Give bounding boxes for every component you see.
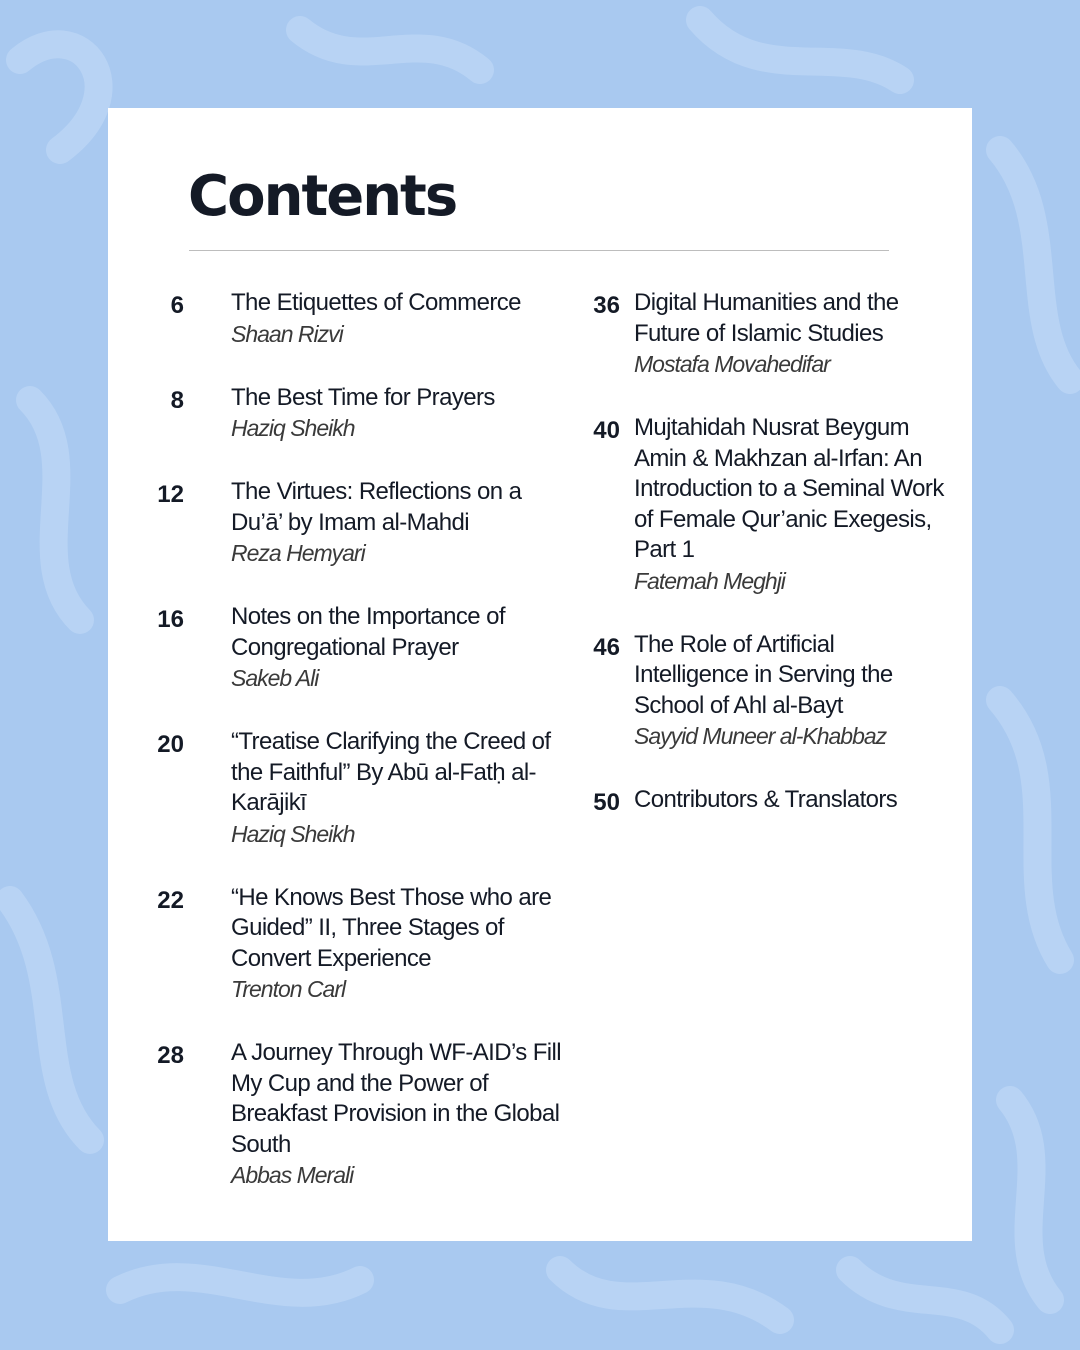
page-title: Contents (188, 164, 457, 229)
article-author: Abbas Merali (231, 1162, 354, 1188)
contents-entry[interactable] (148, 477, 568, 568)
article-author: Mostafa Movahedifar (634, 351, 830, 377)
contents-entry[interactable] (584, 288, 954, 379)
article-author: Shaan Rizvi (231, 320, 343, 347)
article-title: “He Knows Best Those who are Guided” II, Three Stages of Convert Experience (231, 883, 552, 972)
page-number: 50 (593, 789, 620, 816)
page-number: 16 (157, 606, 184, 633)
article-title: The Role of Artificial Intelligence in Serving the School of Ahl al-Bayt (634, 630, 893, 719)
contents-entry[interactable] (148, 883, 568, 1005)
page-number: 46 (593, 633, 620, 661)
article-title: Digital Humanities and the Future of Islamic Studies (634, 289, 899, 347)
article-author: Haziq Sheikh (231, 415, 355, 441)
article-author: Trenton Carl (231, 976, 346, 1002)
article-author: Sakeb Ali (231, 665, 319, 691)
page-number: 36 (593, 292, 620, 319)
contents-entry[interactable] (148, 602, 568, 693)
article-title: Contributors & Translators (634, 786, 898, 813)
page-number: 8 (170, 386, 184, 414)
page-number: 40 (593, 417, 620, 444)
article-title: The Etiquettes of Commerce (231, 289, 521, 316)
contents-entry[interactable] (584, 413, 954, 596)
title-divider (189, 250, 889, 251)
contents-right-column (584, 288, 954, 852)
contents-card (108, 108, 972, 1241)
article-author: Reza Hemyari (231, 540, 365, 566)
contents-left-column (148, 288, 568, 1190)
article-author: Fatemah Meghji (634, 567, 785, 594)
article-title: A Journey Through WF-AID’s Fill My Cup and the Power of Breakfast Provision in the Global South (231, 1039, 561, 1158)
contents-entry[interactable] (148, 727, 568, 849)
contents-entry[interactable] (148, 1038, 568, 1190)
article-title: The Virtues: Reflections on a Du’ā’ by Imam al-Mahdi (231, 478, 522, 536)
article-author: Sayyid Muneer al-Khabbaz (634, 723, 887, 749)
article-title: Mujtahidah Nusrat Beygum Amin & Makhzan al-Irfan: An Introduction to a Seminal Work of Female Qur’anic Exegesis, Part 1 (634, 414, 944, 563)
contents-entry[interactable] (584, 785, 954, 818)
contents-entry[interactable] (148, 383, 568, 444)
page-number: 12 (157, 481, 184, 508)
page-number: 28 (157, 1042, 184, 1069)
page-number: 22 (157, 886, 184, 914)
article-title: “Treatise Clarifying the Creed of the Faithful” By Abū al-Fatḥ al-Karājikī (231, 728, 551, 816)
article-author: Haziq Sheikh (231, 820, 355, 847)
article-title: Notes on the Importance of Congregational Prayer (231, 603, 505, 661)
page-number: 6 (170, 292, 184, 319)
article-title: The Best Time for Prayers (231, 383, 495, 411)
contents-entry[interactable] (584, 630, 954, 752)
page-number: 20 (157, 731, 184, 758)
contents-entry[interactable] (148, 288, 568, 349)
